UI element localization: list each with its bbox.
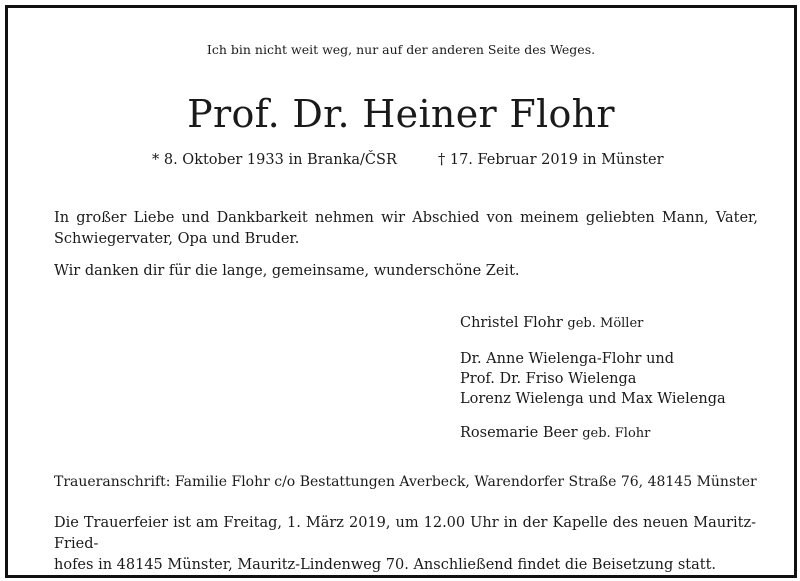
signature-sibling [460,425,650,441]
motto: Ich bin nicht weit weg, nur auf der anderen Seite des Weges. [206,42,596,57]
obituary-frame [5,5,797,578]
spouse-name: Christel Flohr [460,315,563,331]
family-line: Lorenz Wielenga und Max Wielenga [460,391,726,407]
birth-info: * 8. Oktober 1933 in Branka/ČSR [152,152,397,168]
signature-family [460,349,726,409]
farewell-text: In großer Liebe und Dankbarkeit nehmen wir Abschied von meinem geliebten Mann, Vater, Schwiegervater, Opa und Bruder. [54,210,758,247]
mourning-address: Traueranschrift: Familie Flohr c/o Bestattungen Averbeck, Warendorfer Straße 76, 48145 Münster [54,474,757,490]
spouse-birthname: geb. Möller [567,316,644,331]
family-line: Prof. Dr. Friso Wielenga [460,371,637,387]
deceased-name: Prof. Dr. Heiner Flohr [187,92,615,136]
death-info: † 17. Februar 2019 in Münster [438,152,664,168]
signature-spouse [460,315,643,331]
family-line: Dr. Anne Wielenga-Flohr und [460,351,675,367]
sibling-birthname: geb. Flohr [582,426,651,441]
ceremony-line: hofes in 48145 Münster, Mauritz-Lindenweg 70. Anschließend findet die Beisetzung statt. [54,557,717,573]
thanks-text: Wir danken dir für die lange, gemeinsame, wunderschöne Zeit. [54,263,520,279]
ceremony-info [54,513,756,576]
ceremony-line: Die Trauerfeier ist am Freitag, 1. März 2019, um 12.00 Uhr in der Kapelle des neuen Mauritz-Fried- [54,515,756,552]
sibling-name: Rosemarie Beer [460,425,578,441]
